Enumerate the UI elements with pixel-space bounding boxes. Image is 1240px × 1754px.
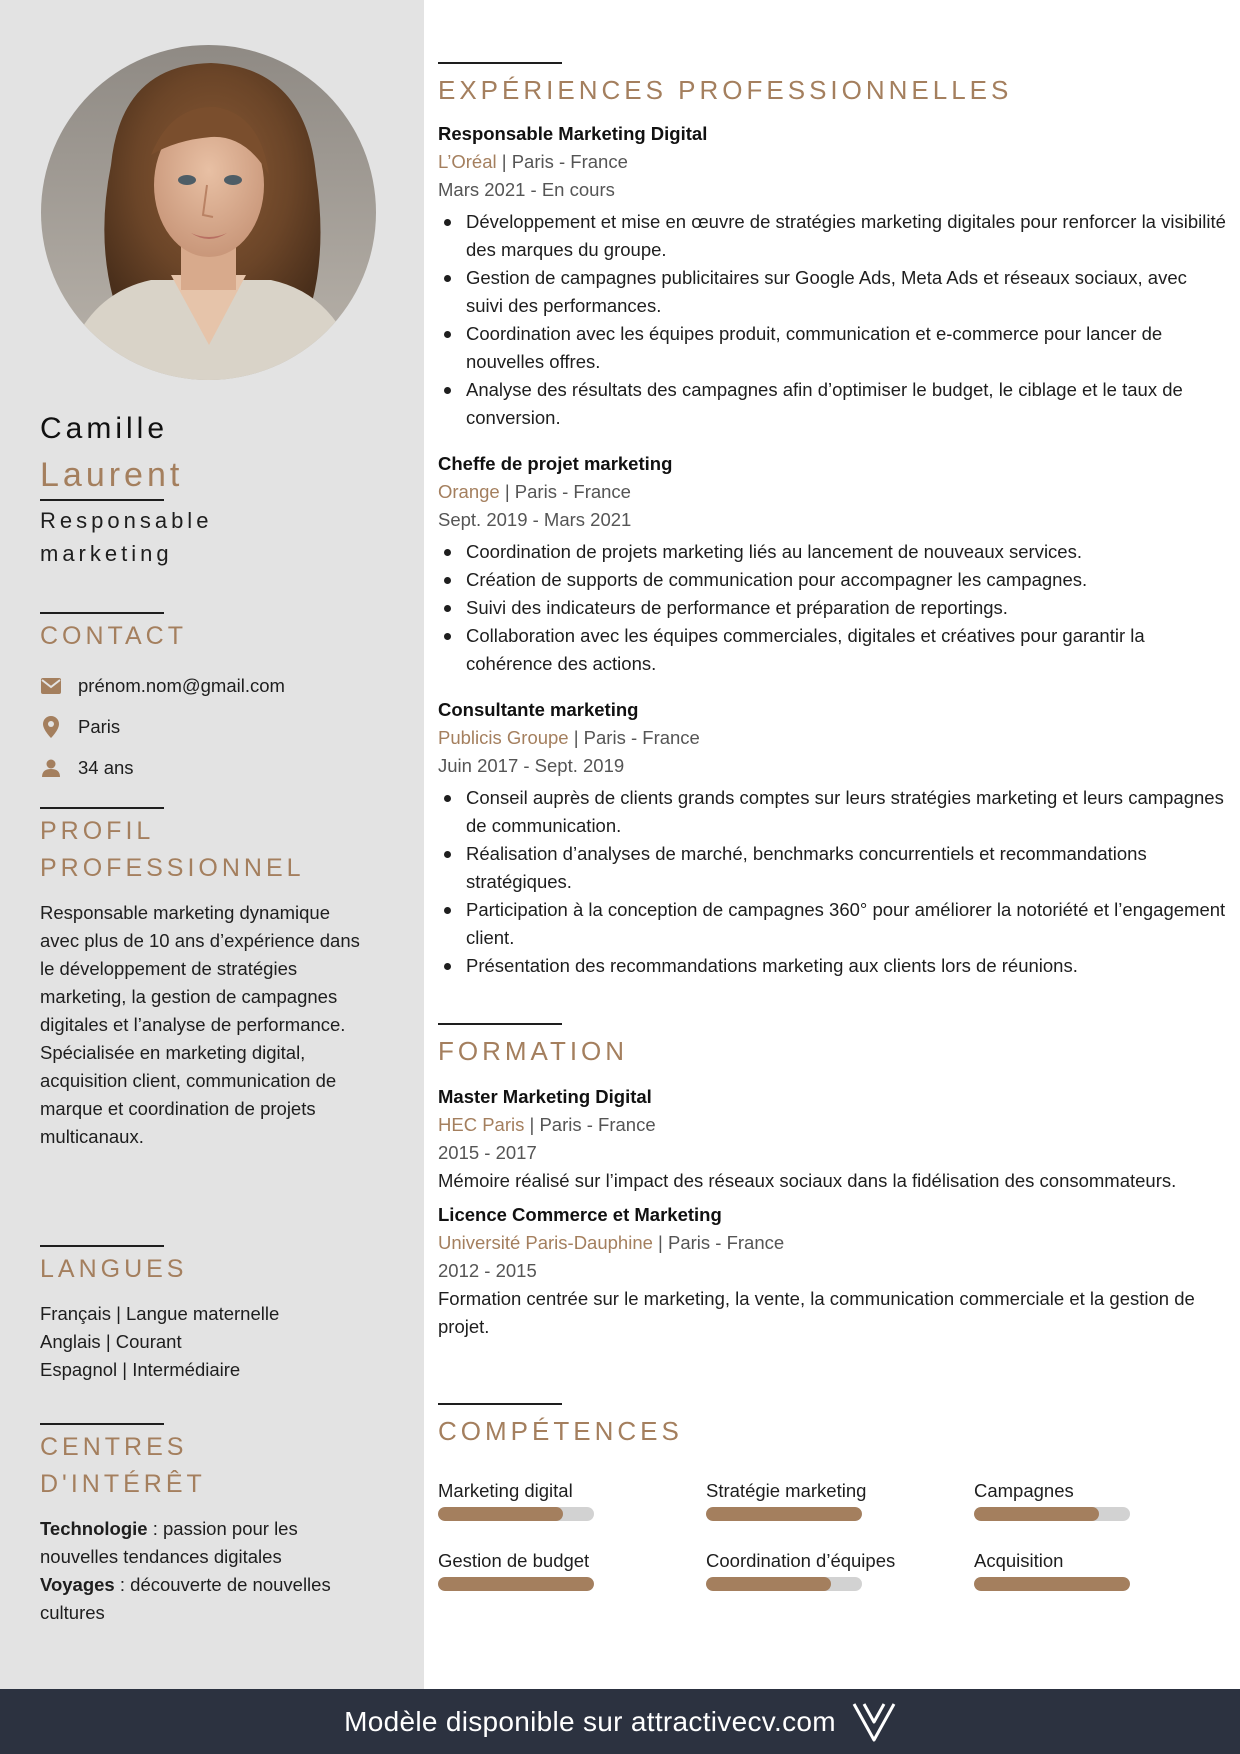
skill-label: Stratégie marketing (706, 1480, 867, 1501)
job-title-line: Responsable (40, 508, 213, 533)
skill-bar (974, 1577, 1130, 1591)
bullet-item: Participation à la conception de campagnes 360° pour améliorer la notoriété et l’engagement client. (438, 896, 1228, 952)
bullet-item: Coordination avec les équipes produit, communication et e-commerce pour lancer de nouvelles offres. (438, 320, 1228, 376)
footer-link-text[interactable]: Modèle disponible sur attractivecv.com (344, 1705, 836, 1737)
profil-heading-line: PROFIL (40, 817, 155, 845)
formation-dates: 2012 - 2015 (438, 1260, 537, 1281)
experience-org: Publicis Groupe (438, 727, 569, 748)
person-icon (40, 757, 62, 779)
experience-org: Orange (438, 481, 500, 502)
experiences-heading: EXPÉRIENCES PROFESSIONNELLES (438, 75, 1013, 105)
experience-location: | Paris - France (568, 727, 700, 748)
experience-item (438, 120, 1228, 432)
skill-bar (438, 1577, 594, 1591)
interets-section (40, 1423, 380, 1627)
experience-dates: Juin 2017 - Sept. 2019 (438, 755, 625, 776)
langues-section (40, 1245, 380, 1384)
skill-label: Campagnes (974, 1480, 1074, 1501)
section-divider (438, 1023, 562, 1025)
experience-dates: Mars 2021 - En cours (438, 179, 615, 200)
bullet-item: Présentation des recommandations marketing aux clients lors de réunions. (438, 952, 1228, 980)
section-divider (438, 62, 562, 64)
interest-label: Technologie (40, 1518, 148, 1539)
bullet-item: Suivi des indicateurs de performance et préparation de reportings. (438, 594, 1228, 622)
footer-banner (0, 1689, 1240, 1754)
interest-item (40, 1515, 370, 1571)
formation-org-line (438, 1229, 1228, 1257)
contact-section (40, 612, 380, 788)
first-name: Camille (40, 412, 169, 445)
section-divider (40, 1423, 164, 1425)
location-pin-icon (40, 716, 62, 738)
job-title-line: marketing (40, 541, 173, 566)
skill-label: Marketing digital (438, 1480, 573, 1501)
formation-title: Master Marketing Digital (438, 1086, 652, 1107)
skill-bar (706, 1577, 862, 1591)
skill-item (438, 1479, 706, 1521)
section-divider (40, 1245, 164, 1247)
skill-bar-fill (438, 1577, 594, 1591)
skill-item (438, 1549, 706, 1591)
formation-desc: Formation centrée sur le marketing, la vente, la communication commerciale et la gestion de projet. (438, 1288, 1195, 1337)
skill-item (706, 1479, 974, 1521)
experience-location: | Paris - France (496, 151, 628, 172)
experience-dates: Sept. 2019 - Mars 2021 (438, 509, 632, 530)
section-divider (40, 807, 164, 809)
formation-org: Université Paris-Dauphine (438, 1232, 653, 1253)
skill-label: Acquisition (974, 1550, 1064, 1571)
experience-bullets (438, 208, 1228, 432)
contact-email-text: prénom.nom@gmail.com (78, 674, 285, 696)
experience-title: Cheffe de projet marketing (438, 453, 673, 474)
interets-heading (40, 1429, 380, 1503)
bullet-item: Collaboration avec les équipes commerciales, digitales et créatives pour garantir la cohérence des actions. (438, 622, 1228, 678)
formation-item (438, 1201, 1228, 1341)
interest-text: : découverte de nouvelles cultures (40, 1574, 331, 1623)
sidebar (0, 0, 424, 1689)
mail-icon (40, 675, 62, 697)
contact-age (40, 747, 380, 788)
formation-location: | Paris - France (652, 1232, 785, 1253)
experience-org: L’Oréal (438, 151, 497, 172)
language-item: Anglais | Courant (40, 1331, 182, 1352)
interest-text: : passion pour les nouvelles tendances digitales (40, 1518, 298, 1567)
experience-title: Responsable Marketing Digital (438, 123, 708, 144)
contact-age-text: 34 ans (78, 756, 134, 778)
bullet-item: Réalisation d’analyses de marché, benchmarks concurrentiels et recommandations stratégiques. (438, 840, 1228, 896)
profil-heading-line: PROFESSIONNEL (40, 854, 305, 882)
skills-grid (438, 1479, 1228, 1591)
experience-bullets (438, 784, 1228, 980)
attractivecv-logo-icon[interactable] (852, 1702, 896, 1742)
contact-heading: CONTACT (40, 622, 187, 650)
competences-heading: COMPÉTENCES (438, 1416, 683, 1446)
contact-email (40, 665, 380, 706)
interest-item (40, 1571, 370, 1627)
last-name: Laurent (40, 456, 184, 494)
skill-bar-fill (706, 1507, 862, 1521)
section-divider (40, 612, 164, 614)
formation-heading: FORMATION (438, 1036, 629, 1066)
skill-bar-fill (974, 1507, 1099, 1521)
name-divider (40, 499, 164, 501)
language-item: Espagnol | Intermédiaire (40, 1359, 241, 1380)
contact-city (40, 706, 380, 747)
interets-heading-line: CENTRES (40, 1433, 188, 1461)
skill-item (974, 1479, 1228, 1521)
formation-org: HEC Paris (438, 1114, 525, 1135)
skill-label: Coordination d’équipes (706, 1550, 896, 1571)
experience-item (438, 696, 1228, 980)
profile-photo (41, 45, 376, 380)
experience-bullets (438, 538, 1228, 678)
experience-org-line (438, 478, 1228, 506)
skill-bar (706, 1507, 862, 1521)
language-item: Français | Langue maternelle (40, 1303, 280, 1324)
profil-text: Responsable marketing dynamique avec plus de 10 ans d’expérience dans le développement de stratégies marketing, la gestion de campagnes digitales et l’analyse de performance. Spécialisée en marketing digital, acquisition client, communication de marque et coordination de projets multicanaux. (40, 902, 360, 1147)
formation-desc: Mémoire réalisé sur l’impact des réseaux sociaux dans la fidélisation des consommateurs. (438, 1170, 1177, 1191)
experience-location: | Paris - France (499, 481, 631, 502)
competences-section (438, 1403, 1228, 1591)
experience-org-line (438, 724, 1228, 752)
profil-heading (40, 813, 380, 887)
interest-label: Voyages (40, 1574, 115, 1595)
skill-item (706, 1549, 974, 1591)
job-title (40, 504, 212, 570)
bullet-item: Création de supports de communication pour accompagner les campagnes. (438, 566, 1228, 594)
formation-section (438, 1023, 1228, 1341)
langues-heading: LANGUES (40, 1255, 188, 1283)
experience-item (438, 450, 1228, 678)
bullet-item: Développement et mise en œuvre de stratégies marketing digitales pour renforcer la visibilité des marques du groupe. (438, 208, 1228, 264)
skill-bar-fill (974, 1577, 1130, 1591)
skill-bar (438, 1507, 594, 1521)
skill-item (974, 1549, 1228, 1591)
interets-heading-line: D'INTÉRÊT (40, 1470, 206, 1498)
contact-city-text: Paris (78, 715, 121, 737)
skill-bar-fill (706, 1577, 831, 1591)
formation-title: Licence Commerce et Marketing (438, 1204, 722, 1225)
bullet-item: Conseil auprès de clients grands comptes sur leurs stratégies marketing et leurs campagnes de communication. (438, 784, 1228, 840)
section-divider (438, 1403, 562, 1405)
skill-label: Gestion de budget (438, 1550, 590, 1571)
skill-bar (974, 1507, 1130, 1521)
formation-item (438, 1083, 1228, 1195)
formation-org-line (438, 1111, 1228, 1139)
profil-section (40, 807, 380, 1151)
bullet-item: Gestion de campagnes publicitaires sur Google Ads, Meta Ads et réseaux sociaux, avec suivi des performances. (438, 264, 1228, 320)
formation-location: | Paris - France (524, 1114, 656, 1135)
formation-dates: 2015 - 2017 (438, 1142, 537, 1163)
experience-title: Consultante marketing (438, 699, 639, 720)
experiences-section (438, 62, 1228, 998)
bullet-item: Analyse des résultats des campagnes afin d’optimiser le budget, le ciblage et le taux de conversion. (438, 376, 1228, 432)
skill-bar-fill (438, 1507, 563, 1521)
experience-org-line (438, 148, 1228, 176)
bullet-item: Coordination de projets marketing liés au lancement de nouveaux services. (438, 538, 1228, 566)
